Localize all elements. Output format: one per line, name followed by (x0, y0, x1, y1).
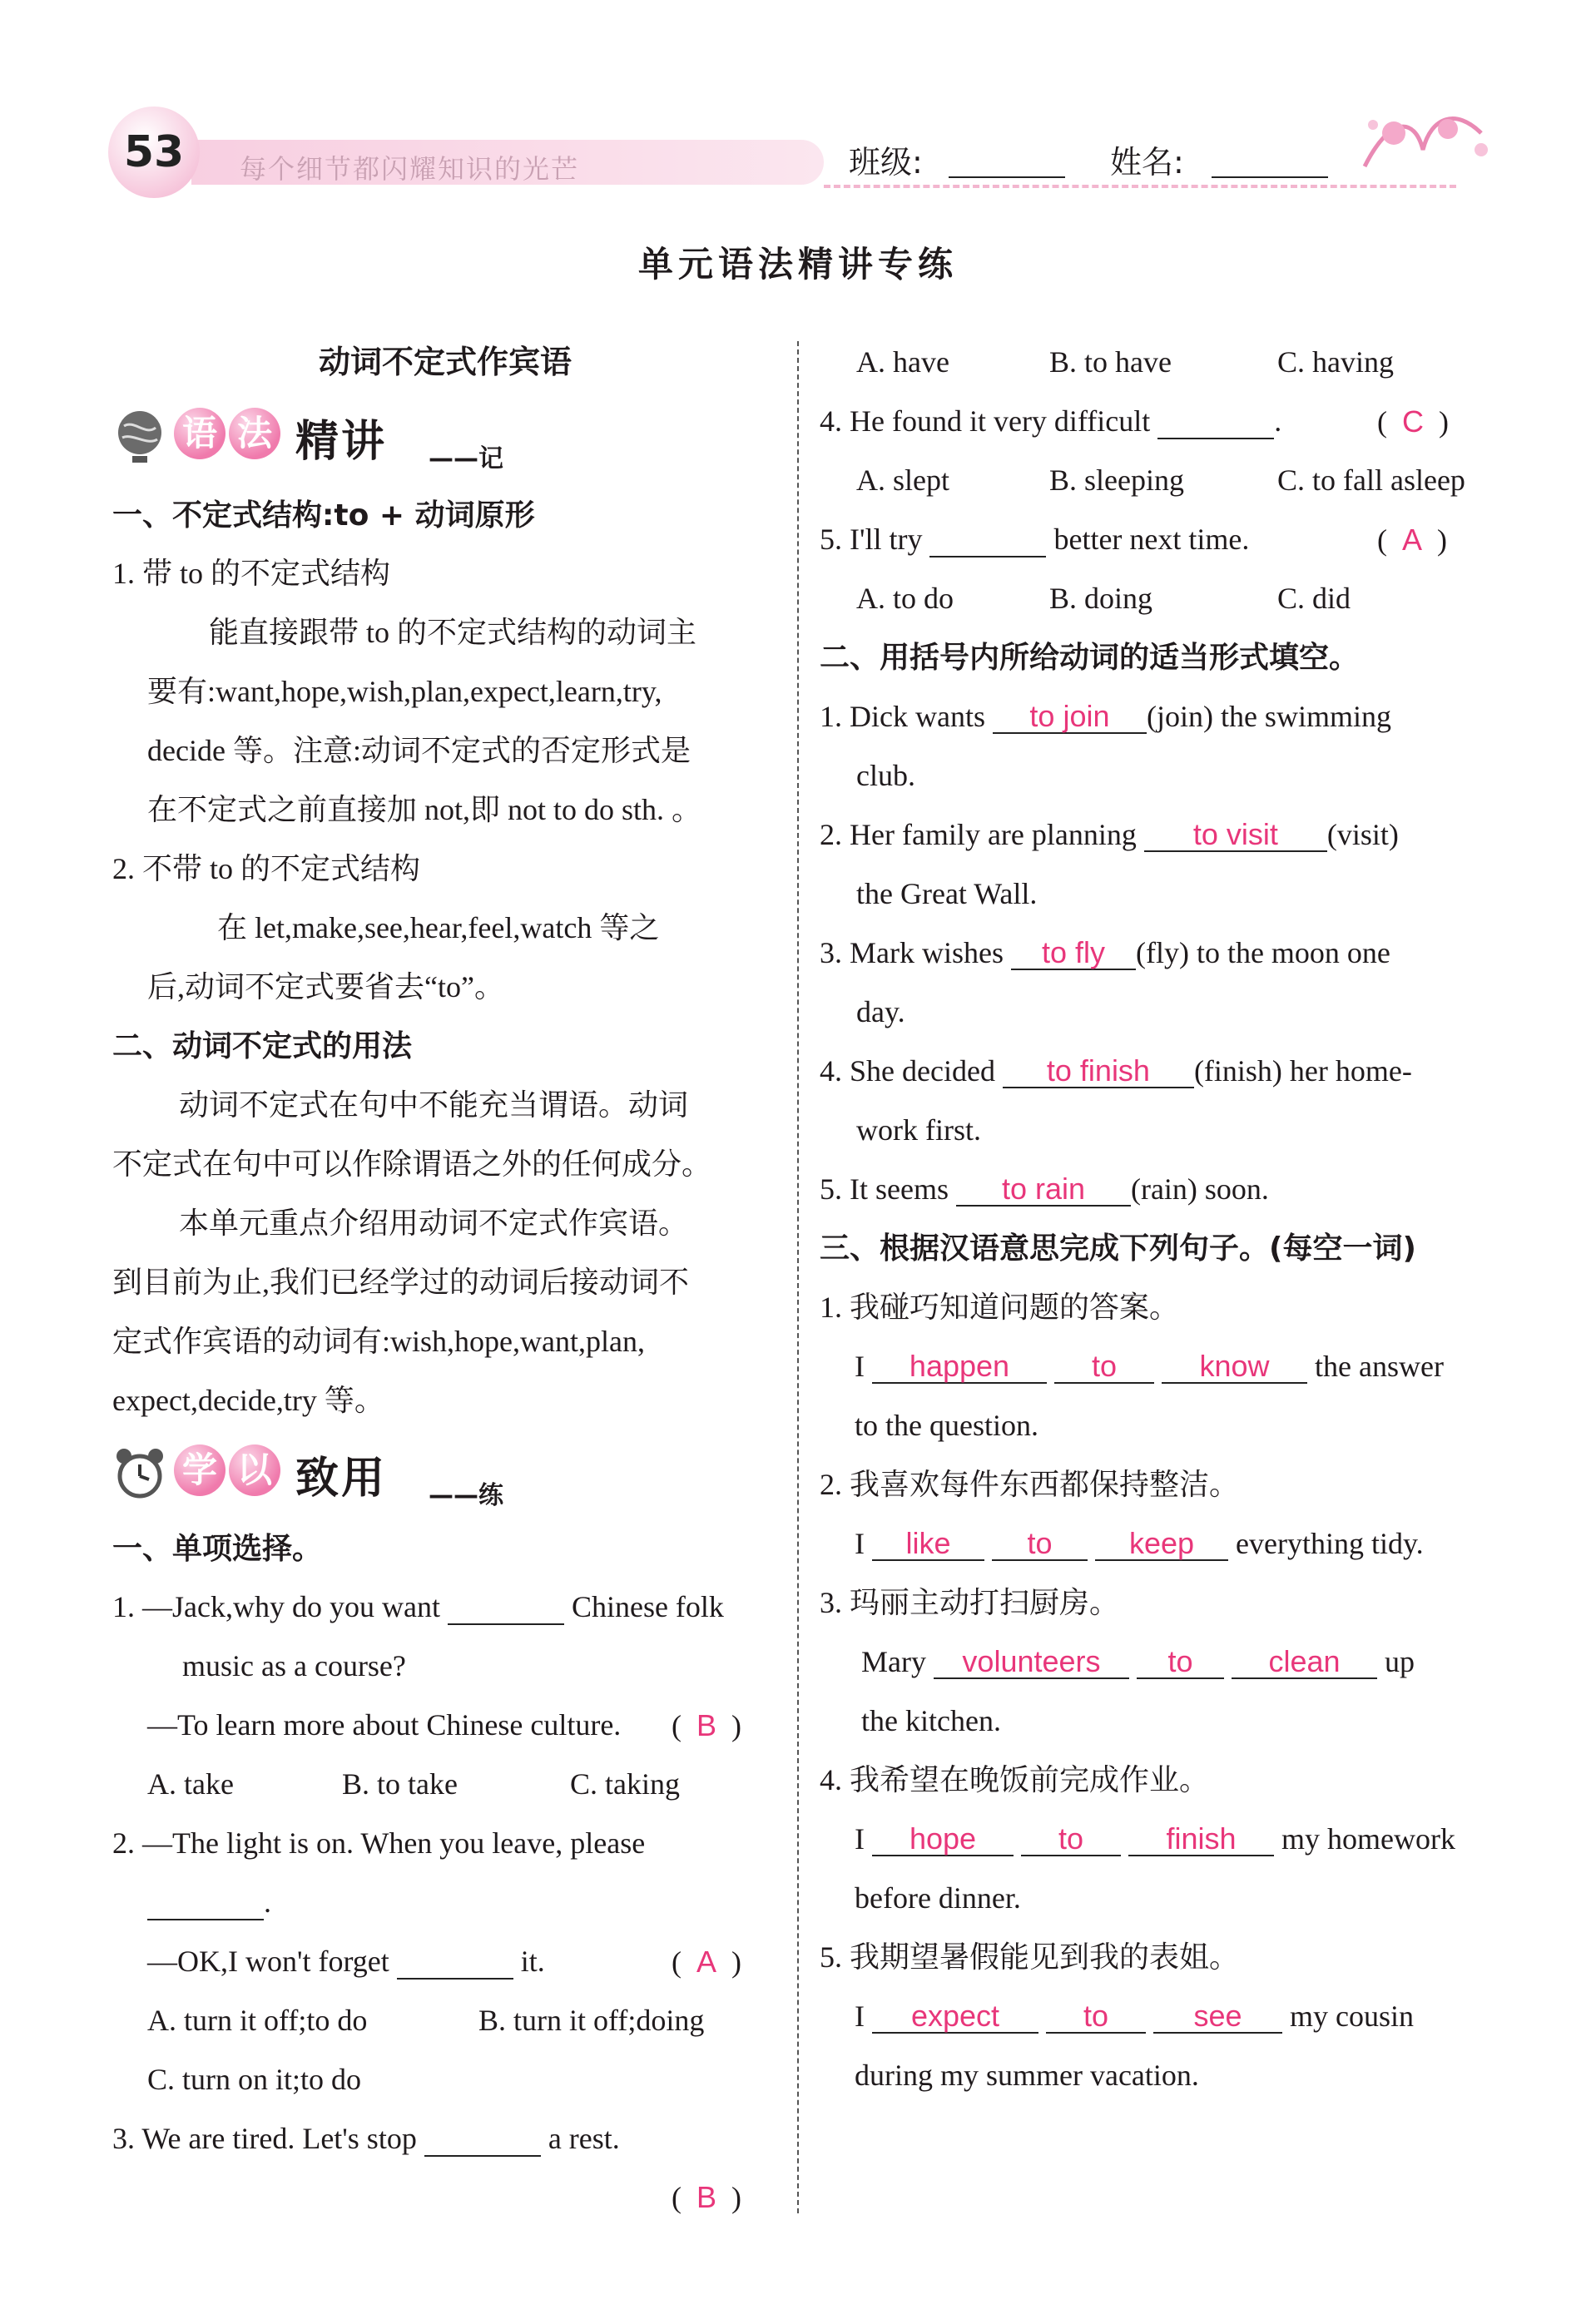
paragraph-line: decide 等。注意:动词不定式的否定形式是 (147, 734, 691, 767)
answer-blank[interactable] (147, 1887, 264, 1920)
answer-blank[interactable]: to rain (956, 1173, 1131, 1207)
option[interactable]: C. taking (570, 1767, 680, 1801)
item-heading: 2. 不带 to 的不定式结构 (112, 852, 421, 885)
answer-bracket[interactable]: ( C ) (1377, 404, 1449, 439)
option[interactable]: A. slept (856, 463, 949, 497)
page-number-badge (108, 107, 200, 198)
answer-blank[interactable]: to fly (1011, 937, 1136, 970)
banner-title: 精讲 (295, 417, 388, 467)
paragraph-line: 后,动词不定式要省去“to”。 (147, 970, 504, 1003)
paragraph-line: 在不定式之前直接加 not,即 not to do sth. 。 (147, 793, 702, 826)
page-number: 53 (123, 127, 185, 177)
answer-blank[interactable]: to (992, 1528, 1088, 1561)
question-text: up (1384, 1645, 1415, 1678)
answer-blank[interactable]: to finish (1003, 1055, 1194, 1088)
answer-blank[interactable] (1157, 406, 1274, 439)
question-text: 5. It seems (820, 1172, 949, 1206)
option[interactable]: A. take (147, 1767, 234, 1801)
banner-bubble: 语 (174, 408, 226, 459)
item-heading: 1. 带 to 的不定式结构 (112, 557, 391, 590)
question-text: my homework (1281, 1822, 1455, 1856)
class-blank (949, 176, 1065, 178)
question-text: (rain) soon. (1130, 1172, 1269, 1206)
question-text: (join) the swimming (1146, 700, 1391, 733)
answer-choice: B (696, 2180, 717, 2214)
answer-blank[interactable]: like (872, 1528, 984, 1561)
exercise-heading: 三、根据汉语意思完成下列句子。(每空一词) (820, 1231, 1416, 1266)
translation-cont: to the question. (855, 1409, 1038, 1442)
paragraph-line: 在 let,make,see,hear,feel,watch 等之 (217, 911, 660, 944)
answer-blank[interactable]: finish (1128, 1823, 1274, 1856)
fill-item-cont: work first. (856, 1113, 981, 1147)
answer-bracket[interactable]: ( A ) (1377, 523, 1448, 557)
name-label: 姓名: (1110, 144, 1184, 181)
option[interactable]: B. to take (342, 1767, 458, 1801)
option[interactable]: C. to fall asleep (1277, 463, 1465, 497)
question-text: 4. He found it very difficult (820, 404, 1151, 438)
answer-blank[interactable]: clean (1232, 1646, 1377, 1679)
question-text: (fly) to the moon one (1135, 936, 1390, 969)
question-text: (finish) her home- (1193, 1054, 1412, 1088)
globe-icon (112, 408, 167, 466)
paragraph-line: expect,decide,try 等。 (112, 1384, 384, 1417)
question-text: a rest. (548, 2122, 620, 2155)
option[interactable]: C. turn on it;to do (147, 2063, 362, 2096)
question-line (112, 2109, 620, 2168)
paragraph-line: 本单元重点介绍用动词不定式作宾语。 (179, 1207, 689, 1240)
paragraph-line: 到目前为止,我们已经学过的动词后接动词不 (112, 1266, 690, 1299)
floral-decoration-icon (1356, 100, 1498, 183)
class-label: 班级: (849, 144, 923, 181)
answer-bracket[interactable]: ( B ) (672, 1708, 742, 1742)
dashed-rule (824, 185, 1456, 188)
translation-prompt: 4. 我希望在晚饭前完成作业。 (820, 1763, 1210, 1796)
paragraph-line: 能直接跟带 to 的不定式结构的动词主 (209, 616, 697, 649)
grammar-banner (112, 403, 578, 473)
page-header (108, 100, 1489, 191)
answer-choice: A (1402, 523, 1423, 557)
question-text: everything tidy. (1236, 1527, 1424, 1560)
answer-blank[interactable]: see (1153, 2000, 1282, 2034)
translation-prompt: 5. 我期望暑假能见到我的表姐。 (820, 1940, 1240, 1974)
option[interactable]: B. sleeping (1049, 463, 1184, 497)
question-text: I (855, 1350, 865, 1383)
section-heading: 一、不定式结构:to + 动词原形 (112, 498, 535, 533)
question-text: I (855, 1822, 865, 1856)
answer-blank[interactable] (929, 524, 1046, 557)
subtitle: 动词不定式作宾语 (318, 344, 572, 380)
option[interactable]: C. did (1277, 582, 1351, 615)
answer-bracket[interactable]: ( A ) (672, 1945, 742, 1979)
option[interactable]: B. to have (1049, 345, 1172, 379)
translation-prompt: 1. 我碰巧知道问题的答案。 (820, 1291, 1180, 1324)
translation-cont: before dinner. (855, 1881, 1021, 1915)
name-blank (1212, 176, 1328, 178)
paragraph-line: 要有:want,hope,wish,plan,expect,learn,try, (147, 675, 662, 708)
translation-line (855, 1514, 1424, 1573)
answer-blank[interactable]: to join (993, 701, 1147, 734)
left-column (112, 333, 778, 2230)
question-line: 2. —The light is on. When you leave, please (112, 1826, 646, 1860)
fill-item (820, 1042, 1412, 1101)
translation-line (855, 1987, 1414, 2046)
option[interactable]: A. turn it off;to do (147, 2004, 368, 2037)
answer-blank[interactable]: to (1054, 1350, 1154, 1384)
translation-line (861, 1633, 1415, 1692)
answer-blank[interactable]: to (1046, 2000, 1146, 2034)
fill-item (820, 924, 1390, 983)
question-text: 1. —Jack,why do you want (112, 1590, 440, 1623)
question-text: 3. We are tired. Let's stop (112, 2122, 417, 2155)
answer-blank[interactable]: volunteers (934, 1646, 1129, 1679)
practice-banner (112, 1439, 578, 1510)
question-line: 4. He found it very difficult . (820, 404, 1282, 438)
answer-choice: A (696, 1945, 717, 1979)
right-column (820, 333, 1485, 2230)
translation-line (855, 1337, 1444, 1396)
question-line: . (147, 1873, 271, 1932)
slogan: 每个细节都闪耀知识的光芒 (240, 153, 580, 185)
answer-blank[interactable] (424, 2123, 541, 2157)
answer-blank[interactable]: keep (1095, 1528, 1228, 1561)
answer-blank[interactable]: happen (872, 1350, 1047, 1384)
question-text: 5. I'll try (820, 523, 923, 556)
option[interactable]: B. doing (1049, 582, 1153, 615)
question-text: 1. Dick wants (820, 700, 985, 733)
answer-blank[interactable] (397, 1946, 513, 1980)
option[interactable]: B. turn it off;doing (478, 2004, 705, 2037)
question-text: I (855, 1527, 865, 1560)
exercise-heading: 二、用括号内所给动词的适当形式填空。 (820, 641, 1360, 675)
question-text: Mary (861, 1645, 926, 1678)
paragraph-line: 不定式在句中可以作除谓语之外的任何成分。 (112, 1147, 712, 1181)
fill-item-cont: the Great Wall. (856, 877, 1038, 910)
banner-tag: ——记 (429, 444, 503, 473)
translation-prompt: 3. 玛丽主动打扫厨房。 (820, 1586, 1120, 1619)
fill-item (820, 1160, 1269, 1219)
question-line: —To learn more about Chinese culture. (147, 1708, 622, 1742)
translation-line (855, 1810, 1455, 1869)
translation-cont: during my summer vacation. (855, 2059, 1199, 2092)
banner-bubble: 以 (229, 1444, 280, 1496)
answer-choice: C (1402, 404, 1424, 439)
page-title: 单元语法精讲专练 (637, 244, 958, 285)
question-line (112, 1578, 724, 1637)
fill-item (820, 805, 1399, 865)
answer-choice: B (696, 1708, 717, 1742)
fill-item-cont: day. (856, 995, 905, 1028)
section-heading: 二、动词不定式的用法 (112, 1029, 413, 1063)
question-text: (visit) (1326, 818, 1399, 851)
question-line (820, 510, 1249, 569)
banner-bubble: 学 (174, 1444, 226, 1496)
answer-blank[interactable]: to visit (1144, 819, 1327, 852)
question-text: 4. She decided (820, 1054, 995, 1088)
question-text: —OK,I won't forget (147, 1945, 389, 1978)
answer-blank[interactable] (448, 1592, 564, 1625)
paragraph-line: 定式作宾语的动词有:wish,hope,want,plan, (112, 1325, 645, 1358)
option[interactable]: A. to do (856, 582, 954, 615)
translation-cont: the kitchen. (861, 1704, 1001, 1737)
exercise-heading: 一、单项选择。 (112, 1532, 323, 1566)
answer-bracket[interactable]: ( B ) (672, 2180, 742, 2214)
alarm-clock-icon (112, 1444, 167, 1503)
question-text: it. (520, 1945, 545, 1978)
answer-blank[interactable]: to (1137, 1646, 1224, 1679)
question-line (147, 1932, 545, 1991)
question-line: music as a course? (182, 1649, 406, 1682)
answer-blank[interactable]: to (1021, 1823, 1121, 1856)
question-text: 3. Mark wishes (820, 936, 1004, 969)
question-text: 2. Her family are planning (820, 818, 1137, 851)
question-text: I (855, 1999, 865, 2033)
answer-blank[interactable]: hope (872, 1823, 1014, 1856)
banner-bubble: 法 (229, 408, 280, 459)
question-text: the answer (1315, 1350, 1444, 1383)
answer-blank[interactable]: know (1162, 1350, 1307, 1384)
column-divider (797, 341, 799, 2213)
banner-title: 致用 (295, 1454, 388, 1504)
paragraph-line: 动词不定式在句中不能充当谓语。动词 (179, 1088, 689, 1122)
question-text: Chinese folk (571, 1590, 724, 1623)
option[interactable]: A. have (856, 345, 949, 379)
fill-item (820, 687, 1391, 746)
answer-blank[interactable]: expect (872, 2000, 1038, 2034)
option[interactable]: C. having (1277, 345, 1394, 379)
banner-tag: ——练 (429, 1481, 503, 1510)
translation-prompt: 2. 我喜欢每件东西都保持整洁。 (820, 1468, 1240, 1501)
question-text: my cousin (1290, 1999, 1414, 2033)
question-text: better next time. (1053, 523, 1250, 556)
fill-item-cont: club. (856, 759, 915, 792)
